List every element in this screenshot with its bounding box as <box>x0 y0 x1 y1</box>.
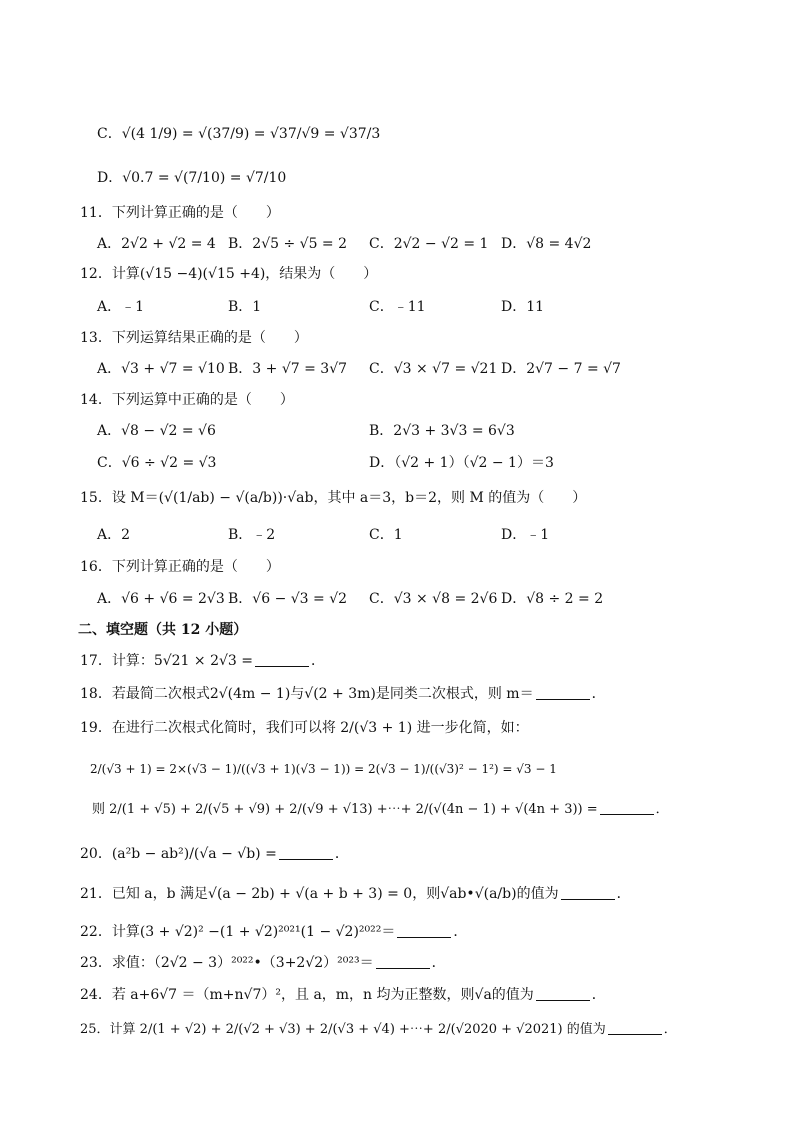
fill-question <box>92 800 669 820</box>
fill-question-text: 22．计算(3 + √2)² −(1 + √2)²⁰²¹(1 − √2)²⁰²²＝ <box>80 924 396 940</box>
option-b: B．2√5 ÷ √5 = 2 <box>228 236 348 252</box>
answer-blank <box>536 986 590 1001</box>
fill-question-text: 25．计算 2/(1 + √2) + 2/(√2 + √3) + 2/(√3 + √4) +⋯+ 2/(√2020 + √2021) 的值为 <box>80 1022 606 1037</box>
answer-blank <box>376 954 430 969</box>
fill-question-end: ． <box>591 987 606 1003</box>
example-text: 2/(√3 + 1) = 2×(√3 − 1)/((√3 + 1)(√3 − 1)) = 2(√3 − 1)/((√3)² − 1²) = √3 − 1 <box>90 762 557 776</box>
fill-question-end: ． <box>616 886 631 902</box>
fill-question-text: 19．在进行二次根式化简时，我们可以将 2/(√3 + 1) 进一步化简，如： <box>80 720 529 736</box>
question-stem: 14．下列运算中正确的是（ ） <box>80 392 294 408</box>
fill-question-text: 21．已知 a，b 满足√(a − 2b) + √(a + b + 3) = 0，则√ab•√(a/b)的值为 <box>80 886 559 902</box>
option-c: C．﹣11 <box>369 299 426 315</box>
option-d: D．√0.7 = √(7/10) = √7/10 <box>97 170 287 186</box>
option-c: C．2√2 − √2 = 1 <box>369 236 489 252</box>
fill-question-text: 则 2/(1 + √5) + 2/(√5 + √9) + 2/(√9 + √13) +⋯+ 2/(√(4n − 1) + √(4n + 3)) = <box>92 802 598 817</box>
answer-blank <box>255 652 309 667</box>
option-d: D．2√7 − 7 = √7 <box>501 361 621 377</box>
fill-question-end: ． <box>311 653 326 669</box>
answer-blank <box>561 885 615 900</box>
option-c: C．√3 × √8 = 2√6 <box>369 591 498 607</box>
option-b: B．3 + √7 = 3√7 <box>228 361 348 377</box>
question-stem: 12．计算(√15 −4)(√15 +4)，结果为（ ） <box>80 266 378 282</box>
option-a: A．2 <box>97 527 131 543</box>
option-a: A．﹣1 <box>97 299 145 315</box>
answer-blank <box>279 845 333 860</box>
fill-question-end: ． <box>453 924 468 940</box>
question-stem: 11．下列计算正确的是（ ） <box>80 205 280 221</box>
fill-question-end: ． <box>591 686 606 702</box>
question-stem: 13．下列运算结果正确的是（ ） <box>80 330 308 346</box>
question-stem: 16．下列计算正确的是（ ） <box>80 559 280 575</box>
answer-blank <box>397 923 451 938</box>
option-a: A．2√2 + √2 = 4 <box>97 236 216 252</box>
fill-question-end: ． <box>431 955 446 971</box>
section-heading: 二、填空题（共 12 小题） <box>78 622 248 638</box>
fill-question-end: ． <box>655 802 669 817</box>
option-c: C．1 <box>369 527 403 543</box>
fill-question-text: 20．(a²b − ab²)/(√a − √b) = <box>80 846 277 862</box>
option-a: A．√6 + √6 = 2√3 <box>97 591 225 607</box>
fill-question <box>80 718 529 738</box>
fill-question <box>80 953 446 973</box>
option-a: A．√8 − √2 = √6 <box>97 423 216 439</box>
fill-question-end: ． <box>663 1022 677 1037</box>
option-b: B．﹣2 <box>228 527 276 543</box>
option-b: B．1 <box>228 299 262 315</box>
fill-question <box>80 1020 677 1040</box>
fill-question <box>80 985 606 1005</box>
option-a: A．√3 + √7 = √10 <box>97 361 225 377</box>
option-d: D．√8 ÷ 2 = 2 <box>501 591 604 607</box>
option-b: B．√6 − √3 = √2 <box>228 591 348 607</box>
fill-question-end: ． <box>334 846 349 862</box>
option-d: D．﹣1 <box>501 527 550 543</box>
option-d: D．（√2 + 1）（√2 − 1）＝3 <box>369 455 554 471</box>
option-c: C．√6 ÷ √2 = √3 <box>97 455 217 471</box>
fill-question <box>80 684 606 704</box>
fill-question-text: 24．若 a+6√7 ＝（m+n√7）²，且 a，m，n 均为正整数，则√a的值为 <box>80 987 534 1003</box>
question-stem: 15．设 M＝(√(1/ab) − √(a/b))·√ab，其中 a＝3，b＝2，则 M 的值为（ ） <box>80 490 587 506</box>
fill-question-text: 17．计算：5√21 × 2√3 = <box>80 653 254 669</box>
option-c: C．√3 × √7 = √21 <box>369 361 498 377</box>
option-d: D．11 <box>501 299 545 315</box>
fill-question <box>80 922 467 942</box>
option-d: D．√8 = 4√2 <box>501 236 592 252</box>
fill-question <box>80 844 349 864</box>
fill-question <box>80 651 325 671</box>
fill-question-text: 18．若最简二次根式2√(4m − 1)与√(2 + 3m)是同类二次根式，则 m＝ <box>80 686 534 702</box>
answer-blank <box>608 1020 662 1035</box>
option-b: B．2√3 + 3√3 = 6√3 <box>369 423 515 439</box>
option-c: C．√(4 1/9) = √(37/9) = √37/√9 = √37/3 <box>97 126 381 142</box>
fill-question <box>80 884 631 904</box>
example-derivation <box>90 759 557 779</box>
fill-question-text: 23．求值：（2√2 − 3）²⁰²²•（3+2√2）²⁰²³＝ <box>80 955 374 971</box>
answer-blank <box>536 685 590 700</box>
answer-blank <box>600 800 654 815</box>
